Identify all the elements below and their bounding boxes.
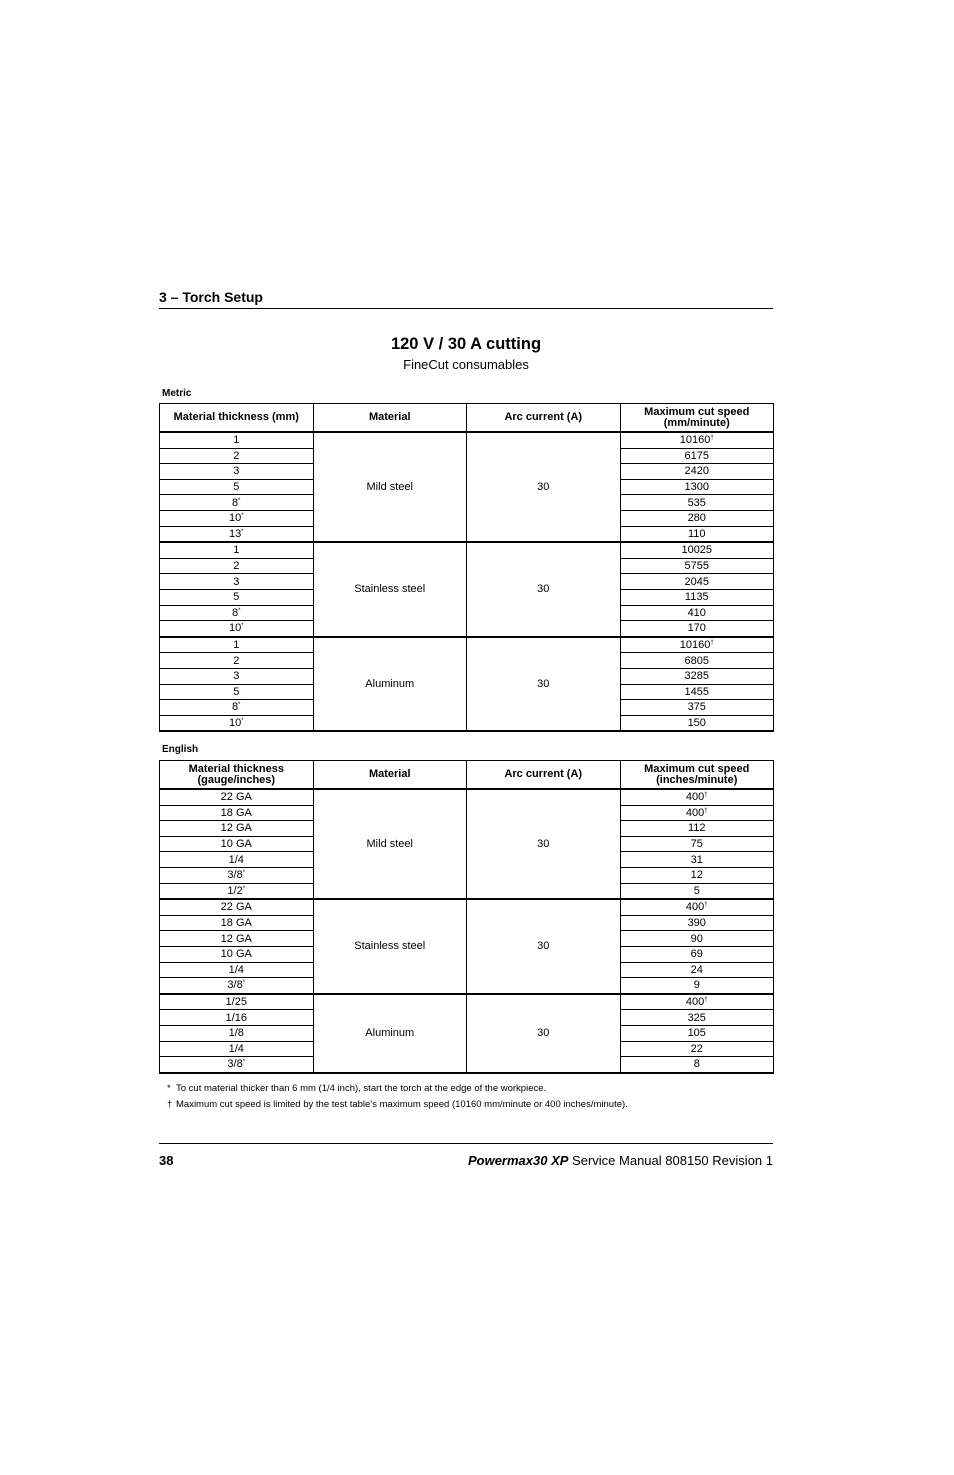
thickness-cell [160, 637, 314, 653]
arc-current-cell: 30 [467, 432, 621, 542]
cut-speed-cell [620, 978, 774, 994]
cut-speed-cell [620, 668, 774, 684]
manual-identifier [468, 1153, 773, 1168]
cut-speed-cell [620, 789, 774, 805]
footnote-marker: † [710, 435, 714, 442]
thickness-value: 3/8 [227, 869, 243, 882]
thickness-cell [160, 542, 314, 558]
table-row [160, 637, 774, 653]
header-rule [159, 308, 773, 309]
thickness-value: 1/2 [227, 884, 243, 897]
cut-speed-cell [620, 479, 774, 495]
column-header-cut-speed: Maximum cut speed (mm/minute) [620, 404, 774, 433]
cut-speed-value: 9 [693, 979, 700, 992]
cut-speed-value: 110 [687, 527, 706, 540]
thickness-cell [160, 448, 314, 464]
thickness-value: 22 GA [220, 901, 252, 914]
cut-speed-value: 8 [693, 1058, 700, 1071]
column-header-arc-current: Arc current (A) [467, 404, 621, 433]
revision: Revision 1 [712, 1153, 773, 1168]
thickness-value: 2 [233, 560, 240, 573]
cut-speed-value: 390 [687, 917, 706, 930]
thickness-cell [160, 464, 314, 480]
cut-speed-value: 400 [685, 901, 705, 914]
english-table-label: English [162, 744, 199, 755]
footnote-marker: † [704, 807, 708, 814]
material-group [160, 432, 774, 542]
column-header-thickness: Material thickness (gauge/inches) [160, 761, 314, 790]
cut-speed-cell [620, 621, 774, 637]
footnote-marker: * [242, 1059, 246, 1066]
footnote-marker: * [241, 528, 244, 535]
thickness-value: 12 GA [220, 932, 252, 945]
material-group [160, 899, 774, 994]
footnote-symbol: * [167, 1083, 171, 1094]
thickness-cell [160, 684, 314, 700]
thickness-value: 8 [232, 606, 239, 619]
footnote-marker: * [241, 717, 244, 724]
material-cell: Mild steel [313, 432, 467, 542]
thickness-cell [160, 1025, 314, 1041]
thickness-cell [160, 526, 314, 542]
cut-speed-value: 10160 [679, 639, 711, 652]
cut-speed-value: 400 [685, 806, 705, 819]
cut-speed-value: 24 [690, 963, 703, 976]
thickness-cell [160, 653, 314, 669]
cut-speed-value: 112 [687, 822, 706, 835]
cut-speed-value: 535 [687, 496, 706, 509]
thickness-value: 12 GA [220, 822, 252, 835]
column-header-material: Material [313, 404, 467, 433]
footnote-marker: † [704, 997, 708, 1004]
cut-speed-cell [620, 542, 774, 558]
cut-speed-cell [620, 867, 774, 883]
cut-speed-value: 280 [687, 512, 706, 525]
material-cell: Aluminum [313, 637, 467, 732]
material-group [160, 789, 774, 899]
footnote-marker: * [238, 702, 241, 709]
thickness-value: 5 [233, 685, 240, 698]
cut-speed-cell [620, 899, 774, 915]
cut-speed-value: 410 [687, 606, 706, 619]
cut-speed-value: 2045 [684, 575, 709, 588]
thickness-value: 1/4 [228, 1042, 244, 1055]
thickness-cell [160, 432, 314, 448]
thickness-value: 22 GA [220, 791, 252, 804]
footer-rule [159, 1143, 773, 1144]
footnote-marker: * [238, 607, 241, 614]
thickness-cell [160, 558, 314, 574]
cut-speed-value: 375 [687, 701, 706, 714]
section-title: 120 V / 30 A cutting [390, 335, 542, 353]
arc-current-cell: 30 [467, 994, 621, 1073]
cut-speed-value: 6805 [684, 654, 709, 667]
thickness-value: 3 [233, 575, 240, 588]
arc-current-cell: 30 [467, 899, 621, 994]
product-name: Powermax30 XP [467, 1153, 569, 1168]
cut-speed-value: 31 [690, 853, 703, 866]
cut-speed-value: 400 [685, 996, 705, 1009]
thickness-value: 1 [233, 639, 240, 652]
thickness-value: 3 [233, 465, 240, 478]
material-cell: Stainless steel [313, 542, 467, 637]
footnote-marker: † [710, 640, 714, 647]
part-number: 808150 [665, 1153, 709, 1168]
cut-speed-cell [620, 684, 774, 700]
cut-speed-cell [620, 448, 774, 464]
cut-speed-value: 2420 [684, 465, 709, 478]
footnote-marker: * [242, 870, 246, 877]
thickness-cell [160, 495, 314, 511]
cut-speed-value: 105 [687, 1027, 706, 1040]
cut-speed-cell [620, 1010, 774, 1026]
cut-speed-cell [620, 805, 774, 821]
cut-speed-cell [620, 605, 774, 621]
cut-speed-cell [620, 915, 774, 931]
thickness-cell [160, 605, 314, 621]
column-header-arc-current: Arc current (A) [467, 761, 621, 790]
cut-speed-value: 3285 [684, 670, 709, 683]
thickness-cell [160, 915, 314, 931]
thickness-cell [160, 946, 314, 962]
arc-current-cell: 30 [467, 789, 621, 899]
table-row [160, 994, 774, 1010]
thickness-cell [160, 700, 314, 716]
cut-speed-value: 150 [687, 716, 706, 729]
cut-speed-value: 400 [685, 791, 705, 804]
cut-speed-value: 10025 [681, 544, 713, 557]
cut-speed-cell [620, 432, 774, 448]
thickness-cell [160, 978, 314, 994]
cut-speed-cell [620, 574, 774, 590]
arc-current-cell: 30 [467, 637, 621, 732]
cut-speed-value: 10160 [679, 434, 711, 447]
thickness-cell [160, 479, 314, 495]
cut-speed-cell [620, 653, 774, 669]
thickness-value: 5 [233, 591, 240, 604]
column-header-thickness: Material thickness (mm) [160, 404, 314, 433]
thickness-cell [160, 668, 314, 684]
manual-type: Service Manual [572, 1153, 662, 1168]
thickness-cell [160, 836, 314, 852]
thickness-cell [160, 805, 314, 821]
cut-speed-cell [620, 836, 774, 852]
table-row [160, 899, 774, 915]
column-header-material: Material [313, 761, 467, 790]
cut-speed-cell [620, 883, 774, 899]
cut-speed-value: 1135 [684, 591, 709, 604]
english-cut-speed-table [159, 760, 774, 1074]
material-group [160, 994, 774, 1073]
cut-speed-value: 90 [690, 932, 703, 945]
thickness-cell [160, 821, 314, 837]
thickness-cell [160, 789, 314, 805]
cut-speed-cell [620, 715, 774, 731]
cut-speed-cell [620, 637, 774, 653]
thickness-cell [160, 883, 314, 899]
section-subtitle: FineCut consumables [403, 357, 529, 372]
cut-speed-cell [620, 1057, 774, 1073]
cut-speed-cell [620, 946, 774, 962]
thickness-cell [160, 1010, 314, 1026]
thickness-value: 5 [233, 481, 240, 494]
cut-speed-cell [620, 852, 774, 868]
thickness-value: 8 [232, 496, 239, 509]
cut-speed-cell [620, 526, 774, 542]
footnote-marker: * [241, 623, 244, 630]
footnote-marker: * [242, 980, 246, 987]
cut-speed-cell [620, 1025, 774, 1041]
thickness-value: 10 [228, 716, 242, 729]
cut-speed-value: 1455 [684, 685, 709, 698]
thickness-cell [160, 621, 314, 637]
thickness-value: 3/8 [227, 1058, 243, 1071]
cut-speed-cell [620, 464, 774, 480]
cut-speed-cell [620, 821, 774, 837]
footnote-symbol: † [167, 1099, 173, 1110]
thickness-cell [160, 899, 314, 915]
thickness-cell [160, 1057, 314, 1073]
cut-speed-value: 69 [690, 948, 703, 961]
footnote-marker: * [241, 513, 244, 520]
thickness-value: 10 [228, 512, 242, 525]
thickness-value: 1/16 [225, 1011, 247, 1024]
metric-cut-speed-table [159, 403, 774, 732]
cut-speed-value: 6175 [684, 449, 709, 462]
thickness-cell [160, 510, 314, 526]
thickness-value: 13 [228, 527, 242, 540]
material-cell: Mild steel [313, 789, 467, 899]
material-cell: Stainless steel [313, 899, 467, 994]
cut-speed-value: 22 [690, 1042, 703, 1055]
thickness-cell [160, 574, 314, 590]
metric-table-label: Metric [162, 388, 192, 399]
thickness-value: 2 [233, 449, 240, 462]
thickness-value: 1/25 [225, 996, 247, 1009]
thickness-value: 18 GA [220, 806, 252, 819]
cut-speed-cell [620, 558, 774, 574]
cut-speed-cell [620, 962, 774, 978]
thickness-cell [160, 867, 314, 883]
cut-speed-value: 5755 [684, 560, 709, 573]
cut-speed-value: 5 [693, 884, 700, 897]
cut-speed-cell [620, 931, 774, 947]
material-cell: Aluminum [313, 994, 467, 1073]
footnote-dagger [167, 1099, 628, 1110]
table-row [160, 542, 774, 558]
thickness-value: 1/8 [228, 1027, 244, 1040]
thickness-cell [160, 715, 314, 731]
thickness-value: 1 [233, 434, 240, 447]
cut-speed-value: 75 [690, 838, 703, 851]
footnote-marker: * [242, 885, 246, 892]
material-group [160, 542, 774, 637]
cut-speed-cell [620, 1041, 774, 1057]
material-group [160, 637, 774, 732]
thickness-value: 1/4 [228, 963, 244, 976]
arc-current-cell: 30 [467, 542, 621, 637]
thickness-value: 1/4 [228, 853, 244, 866]
thickness-cell [160, 1041, 314, 1057]
cut-speed-cell [620, 510, 774, 526]
chapter-heading: 3 – Torch Setup [159, 289, 263, 305]
thickness-value: 8 [232, 701, 239, 714]
footnote-marker: † [704, 902, 708, 909]
thickness-value: 2 [233, 654, 240, 667]
table-row [160, 432, 774, 448]
thickness-cell [160, 852, 314, 868]
thickness-value: 3/8 [227, 979, 243, 992]
thickness-value: 10 [228, 622, 242, 635]
cut-speed-value: 12 [690, 869, 703, 882]
thickness-cell [160, 994, 314, 1010]
thickness-value: 18 GA [220, 917, 252, 930]
footnote-text: To cut material thicker than 6 mm (1/4 inch), start the torch at the edge of the workpiece. [176, 1083, 547, 1094]
cut-speed-cell [620, 700, 774, 716]
cut-speed-value: 1300 [684, 481, 709, 494]
cut-speed-cell [620, 589, 774, 605]
footnote-marker: * [238, 497, 241, 504]
cut-speed-cell [620, 495, 774, 511]
thickness-cell [160, 962, 314, 978]
cut-speed-value: 325 [687, 1011, 706, 1024]
column-header-cut-speed: Maximum cut speed (inches/minute) [620, 761, 774, 790]
footnote-asterisk [167, 1083, 546, 1094]
cut-speed-value: 170 [687, 622, 706, 635]
footnote-text: Maximum cut speed is limited by the test table’s maximum speed (10160 mm/minute or 400 inches/minute). [176, 1099, 628, 1110]
thickness-value: 1 [233, 544, 240, 557]
thickness-value: 10 GA [220, 838, 252, 851]
thickness-value: 3 [233, 670, 240, 683]
cut-speed-cell [620, 994, 774, 1010]
thickness-cell [160, 931, 314, 947]
page-number: 38 [159, 1153, 174, 1168]
table-row [160, 789, 774, 805]
thickness-value: 10 GA [220, 948, 252, 961]
thickness-cell [160, 589, 314, 605]
footnote-marker: † [704, 792, 708, 799]
